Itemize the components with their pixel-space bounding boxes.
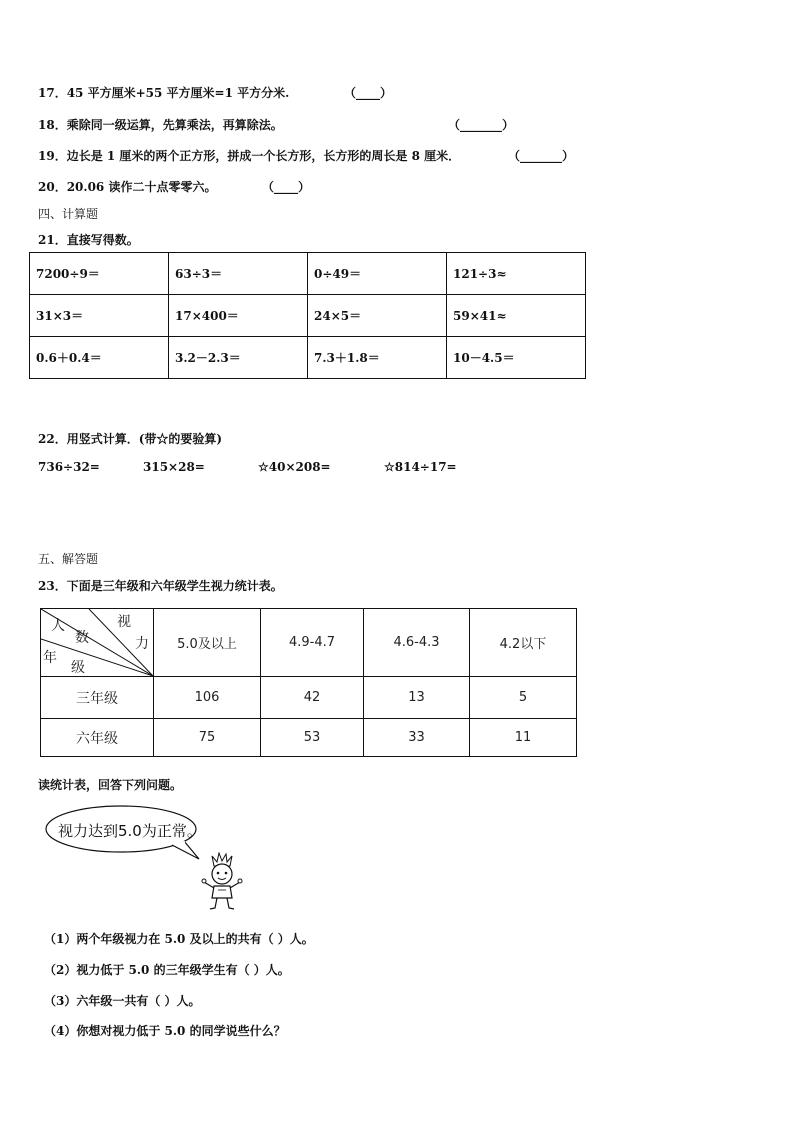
question-21-title: 21．直接写得数。: [38, 233, 139, 247]
table-cell: 5: [470, 677, 577, 719]
table-cell: 13: [364, 677, 470, 719]
vertical-calc-item[interactable]: 315×28=: [143, 460, 205, 474]
table-cell: 75: [154, 719, 261, 757]
header-label-shu: 数: [75, 630, 89, 646]
mascot-icon: [200, 852, 244, 912]
calc-cell[interactable]: 121÷3≈: [447, 253, 586, 295]
table-header-row: [41, 609, 577, 677]
question-20-number: 20．: [38, 180, 67, 194]
column-header: 5.0及以上: [154, 609, 261, 677]
calc-cell[interactable]: 59×41≈: [447, 295, 586, 337]
question-20-answer-blank[interactable]: （____）: [262, 180, 311, 194]
sub-question-1: （1）两个年级视力在 5.0 及以上的共有（ ）人。: [44, 932, 314, 946]
header-label-nian: 年: [43, 650, 57, 666]
column-header: 4.6-4.3: [364, 609, 470, 677]
eyesight-stat-table: [40, 608, 577, 757]
question-19: [38, 147, 460, 164]
section-5-title: 五、解答题: [38, 552, 99, 566]
question-18: [38, 116, 283, 133]
table-row: [30, 295, 586, 337]
calc-cell[interactable]: 7200÷9＝: [30, 253, 169, 295]
question-22-title: 22．用竖式计算．(带☆的要验算): [38, 432, 223, 446]
calc-cell[interactable]: 63÷3＝: [169, 253, 308, 295]
header-label-ren: 人: [51, 618, 65, 634]
table-cell: 106: [154, 677, 261, 719]
oral-calculation-table: [29, 252, 586, 379]
question-17-number: 17．: [38, 86, 67, 100]
header-label-li: 力: [135, 636, 149, 652]
question-19-text: 边长是 1 厘米的两个正方形，拼成一个长方形，长方形的周长是 8 厘米．: [66, 149, 461, 163]
question-17: [38, 84, 289, 101]
header-label-shi: 视: [117, 614, 131, 630]
question-19-answer-blank[interactable]: （_______）: [508, 149, 575, 163]
question-18-text: 乘除同一级运算，先算乘法，再算除法。: [66, 118, 283, 132]
vertical-calc-item[interactable]: ☆40×208=: [258, 460, 331, 474]
question-18-number: 18．: [38, 118, 67, 132]
question-18-answer-blank[interactable]: （_______）: [448, 118, 515, 132]
table-row: [41, 677, 577, 719]
row-header: 三年级: [41, 677, 154, 719]
table-cell: 33: [364, 719, 470, 757]
sub-question-3: （3）六年级一共有（ ）人。: [44, 994, 201, 1008]
sub-question-4: （4）你想对视力低于 5.0 的同学说些什么？: [44, 1024, 286, 1038]
diagonal-header-cell: [41, 609, 154, 677]
calc-cell[interactable]: 0.6＋0.4＝: [30, 337, 169, 379]
column-header: 4.2以下: [470, 609, 577, 677]
table-cell: 11: [470, 719, 577, 757]
table-cell: 53: [261, 719, 364, 757]
vertical-calc-item[interactable]: ☆814÷17=: [384, 460, 457, 474]
instruction-text: 读统计表，回答下列问题。: [38, 778, 183, 792]
calc-cell[interactable]: 10－4.5＝: [447, 337, 586, 379]
table-row: [41, 719, 577, 757]
table-row: [30, 337, 586, 379]
vertical-calc-item[interactable]: 736÷32=: [38, 460, 100, 474]
calc-cell[interactable]: 0÷49＝: [308, 253, 447, 295]
header-label-ji: 级: [71, 660, 85, 676]
table-row: [30, 253, 586, 295]
sub-question-2: （2）视力低于 5.0 的三年级学生有（ ）人。: [44, 963, 290, 977]
question-19-number: 19．: [38, 149, 67, 163]
calc-cell[interactable]: 3.2－2.3＝: [169, 337, 308, 379]
question-20-text: 20.06 读作二十点零零六。: [66, 180, 217, 194]
calc-cell[interactable]: 7.3＋1.8＝: [308, 337, 447, 379]
calc-cell[interactable]: 31×3＝: [30, 295, 169, 337]
speech-bubble-text: 视力达到5.0为正常。: [58, 822, 202, 840]
question-17-text: 45 平方厘米+55 平方厘米=1 平方分米.: [66, 86, 290, 100]
row-header: 六年级: [41, 719, 154, 757]
table-cell: 42: [261, 677, 364, 719]
question-17-answer-blank[interactable]: （____）: [344, 86, 393, 100]
calc-cell[interactable]: 24×5＝: [308, 295, 447, 337]
question-23-title: 23．下面是三年级和六年级学生视力统计表。: [38, 579, 283, 593]
column-header: 4.9-4.7: [261, 609, 364, 677]
calc-cell[interactable]: 17×400＝: [169, 295, 308, 337]
question-20: [38, 178, 216, 195]
section-4-title: 四、计算题: [38, 207, 99, 221]
